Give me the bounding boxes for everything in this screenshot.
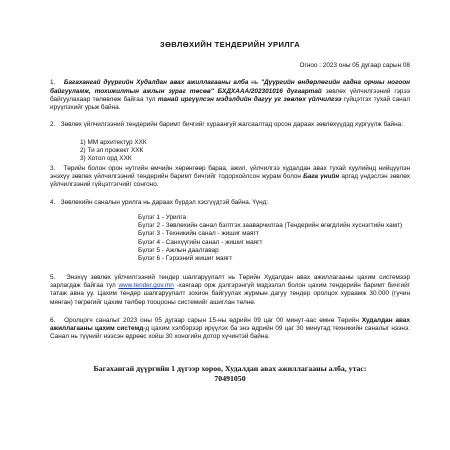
paragraph-2 bbox=[50, 121, 410, 129]
invitation-phrase: танай иргүүлсэн мэдэлдийн дагуу уг зөвлөх үйлчилгээ bbox=[157, 95, 342, 103]
paragraph-1 bbox=[50, 79, 410, 112]
paragraph-5 bbox=[50, 274, 410, 307]
paragraph-5-number: 5. bbox=[50, 273, 56, 281]
paragraph-1-number: 1. bbox=[50, 79, 56, 87]
paragraph-2-text: Зөвлөх үйлчилгээний тендерийн баримт бичгийг хураангуй жагсаалтад орсон дараах зөвлөхүүдэд хүргүүлж байна: bbox=[60, 121, 403, 129]
document-title: ЗӨВЛӨХИЙН ТЕНДЕРИЙН УРИЛГА bbox=[159, 40, 301, 49]
consultant-item: 1) ММ архитектур ХХК bbox=[80, 138, 147, 146]
paragraph-6-number: 6. bbox=[50, 316, 56, 324]
section-item: Бүлэг 1 - Урилга bbox=[138, 213, 187, 221]
e-procurement-system: Худалдан авах ажиллагааны цахим системд- bbox=[50, 316, 411, 333]
consultant-list bbox=[50, 139, 410, 164]
consultant-item: 2) Ти эл прожект ХХК bbox=[80, 147, 144, 155]
tender-website-link[interactable]: www.tender.gov.mn bbox=[118, 281, 174, 289]
paragraph-1-text-c: гүйцэтгэх тухай санал ирүүлэхийг урьж байна. bbox=[50, 95, 410, 112]
document-footer bbox=[50, 364, 410, 384]
paragraph-3-number: 3. bbox=[50, 164, 56, 172]
document-date: Огноо : 2023 оны 05 дугаар сарын 08 bbox=[299, 62, 410, 69]
section-list bbox=[50, 214, 410, 264]
section-item: Бүлэг 2 - Зөвлөхийн санал бэлтгэх зааварчилгаа (Тендерийн өгөгдлийн хүснэгтийн хамт) bbox=[138, 222, 403, 230]
section-item: Бүлэг 5 - Ажлын даалгавар bbox=[138, 247, 219, 255]
project-name: "Дүүргийн өндөрлөгийн гадна орчны ногоон байгууламж, тохижилтын ажлын зураг төсөв" БХДХААА/202301016 дугаартай bbox=[50, 79, 411, 95]
paragraph-5-text-a: Энэхүү зөвлөх үйлчилгээний тендер шалгаруулалт нь Төрийн Худалдан авах ажиллагааны цахим системээр зарлагдаж байгаа тул bbox=[50, 273, 410, 289]
section-item: Бүлэг 4 - Санхүүгийн санал - жишиг маягт bbox=[138, 238, 263, 246]
paragraph-1-text-a: нь bbox=[248, 79, 261, 87]
organization-name: Багахангай дүүргийн Худалдан авах ажиллагааны алба bbox=[63, 79, 249, 87]
selection-method: Бага үнийн bbox=[303, 172, 340, 180]
paragraph-4-number: 4. bbox=[50, 198, 56, 206]
paragraph-4 bbox=[50, 199, 410, 207]
footer-phone: 70491050 bbox=[214, 373, 246, 383]
paragraph-3 bbox=[50, 165, 410, 190]
paragraph-1-text-b: зөвлөх үйлчилгээний гэрээ байгуулахаар төлөвлөж байгаа тул bbox=[50, 87, 410, 103]
paragraph-5-text-b: -хаягаар орж дэлгэрэнгүй мэдээлэл болон цахим тендерийн баримт бичгийг татаж авна уу. Цахим тендер шалгаруулалт зохион байгуулах журмын дагуу тендер оролцох хураамж 30.000 (гучин мянган) төгрөгийг цахим төлбөр тооцооны системийг ашиглан төлнө. bbox=[50, 281, 410, 306]
paragraph-6 bbox=[50, 317, 410, 342]
footer-address: Багахангай дүүргийн 1 дүгээр хороо, Худалдан авах ажиллагааны алба, утас: bbox=[93, 363, 367, 373]
paragraph-6-text-b: д цахим хэлбэрээр ирүүлэх ба энэ өдрийн 09 цаг 30 минутад техникийн саналыг нээнэ. Санал нь түүнийг нээсэн өдрөөс хойш 30 хоногийн дотор хүчинтэй байна. bbox=[50, 325, 410, 341]
section-item: Бүлэг 3 - Техникийн санал - жишиг маягт bbox=[138, 230, 259, 238]
section-item: Бүлэг 6 - Гэрээний жишиг маягт bbox=[138, 255, 233, 263]
paragraph-2-number: 2. bbox=[50, 121, 56, 129]
paragraph-3-text-a: Төрийн болон орон нутгийн өмчийн хөрөнгөөр бараа, ажил, үйлчилгээ худалдан авах тухай хуулийнд нийцүүлэн энэхүү зөвлөх үйлчилгээний тендерийн баримт бичгийг тодорхойлсон журам болон bbox=[50, 164, 411, 180]
paragraph-4-text: Зөвлөхийн саналын урилга нь дараах бүрдэл хэсгүүдтэй байна. Үүнд: bbox=[60, 198, 269, 206]
paragraph-3-text-b: аргад үндэслэн зөвлөх үйлчилгээний гүйцэтгэгчийг сонгоно. bbox=[50, 172, 410, 189]
paragraph-6-text-a: Оролцогч саналыг 2023 оны 05 дугаар сарын 15-ны өдрийн 09 цаг 00 минут-аас өмнө Төрийн bbox=[64, 316, 362, 324]
consultant-item: 3) Хотол орд ХХК bbox=[80, 155, 132, 163]
